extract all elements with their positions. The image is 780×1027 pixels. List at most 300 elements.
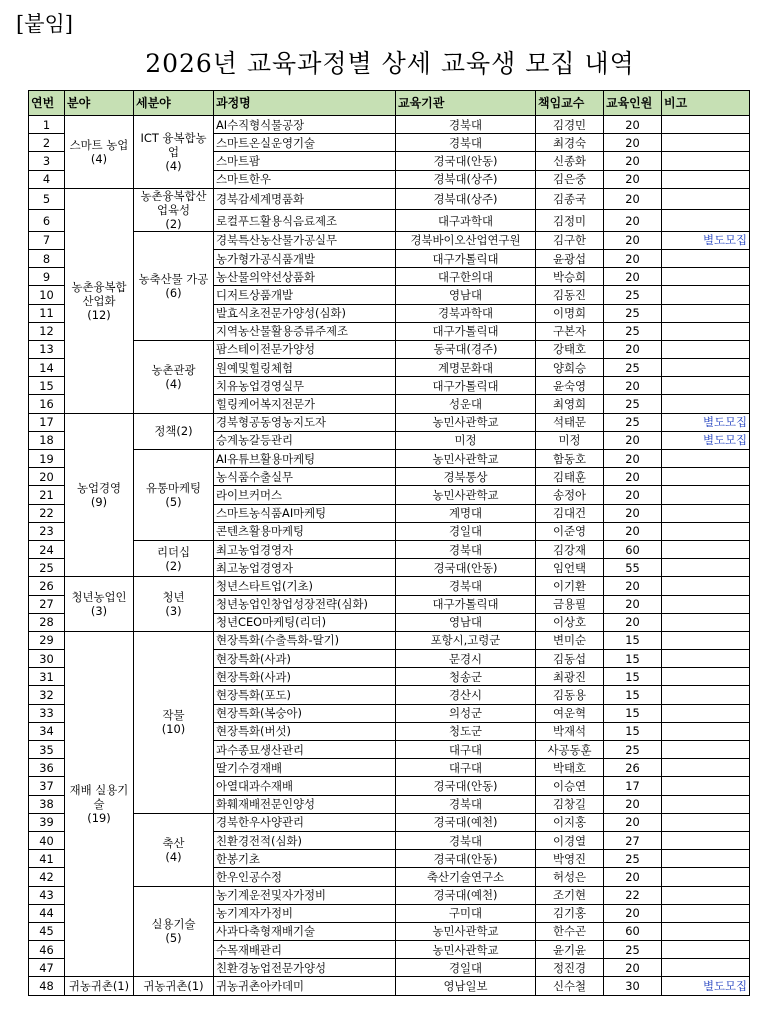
- subfield-cell: [134, 577, 214, 632]
- field-cell-count: (19): [87, 811, 111, 826]
- headcount: 15: [604, 686, 662, 704]
- course-name: 경북특산농산물가공실무: [214, 231, 396, 249]
- institution: 경국대(안동): [396, 152, 536, 170]
- course-name: 디저트상품개발: [214, 286, 396, 304]
- headcount: 20: [604, 134, 662, 152]
- headcount: 20: [604, 116, 662, 134]
- note: [662, 450, 750, 468]
- subfield-cell: [134, 413, 214, 449]
- headcount: 25: [604, 322, 662, 340]
- note: [662, 922, 750, 940]
- course-name: 현장특화(수출특화-딸기): [214, 631, 396, 649]
- subfield-cell-name: 귀농귀촌(1): [143, 979, 204, 994]
- note: [662, 540, 750, 558]
- headcount: 20: [604, 577, 662, 595]
- row-number: 43: [29, 886, 65, 904]
- headcount: 22: [604, 886, 662, 904]
- professor: 미정: [536, 431, 604, 449]
- note: [662, 850, 750, 868]
- row-number: 9: [29, 268, 65, 286]
- course-name: AI수직형식물공장: [214, 116, 396, 134]
- headcount: 20: [604, 959, 662, 977]
- headcount: 60: [604, 922, 662, 940]
- professor: 임언택: [536, 559, 604, 577]
- subfield-cell-name: 청년: [162, 590, 185, 605]
- course-name: 한봉기초: [214, 850, 396, 868]
- course-name: 청년농업인창업성장전략(심화): [214, 595, 396, 613]
- headcount: 15: [604, 704, 662, 722]
- header-cell: 분야: [65, 91, 134, 116]
- row-number: 4: [29, 170, 65, 188]
- course-name: 귀농귀촌아카데미: [214, 977, 396, 995]
- institution: 대구대: [396, 741, 536, 759]
- course-name: 스마트온실운영기술: [214, 134, 396, 152]
- course-name: 현장특화(사과): [214, 650, 396, 668]
- headcount: 20: [604, 268, 662, 286]
- professor: 금용필: [536, 595, 604, 613]
- institution: 경일대: [396, 522, 536, 540]
- note: 별도모집: [662, 413, 750, 431]
- subfield-cell-name: 정책(2): [154, 424, 193, 439]
- headcount: 20: [604, 377, 662, 395]
- note: [662, 395, 750, 413]
- table-row: [29, 631, 750, 649]
- note: [662, 504, 750, 522]
- professor: 김동용: [536, 686, 604, 704]
- headcount: 20: [604, 450, 662, 468]
- headcount: 55: [604, 559, 662, 577]
- field-cell-name: 귀농귀촌(1): [68, 979, 130, 994]
- row-number: 15: [29, 377, 65, 395]
- professor: 김종국: [536, 188, 604, 210]
- header-cell: 세분야: [134, 91, 214, 116]
- professor: 이승연: [536, 777, 604, 795]
- header-cell: 교육인원: [604, 91, 662, 116]
- institution: 영남대: [396, 286, 536, 304]
- headcount: 15: [604, 631, 662, 649]
- professor: 신수철: [536, 977, 604, 995]
- course-name: 친환경전적(심화): [214, 831, 396, 849]
- subfield-cell-count: (2): [165, 216, 182, 231]
- subfield-cell: [134, 116, 214, 189]
- note: [662, 152, 750, 170]
- professor: 이기환: [536, 577, 604, 595]
- row-number: 17: [29, 413, 65, 431]
- row-number: 35: [29, 741, 65, 759]
- course-name: 농산물의약선상품화: [214, 268, 396, 286]
- course-name: 지역농산물활용증류주제조: [214, 322, 396, 340]
- field-cell-name: 농업경영: [76, 480, 121, 495]
- professor: 한수곤: [536, 922, 604, 940]
- note: [662, 704, 750, 722]
- subfield-cell-name: 축산: [162, 835, 185, 850]
- professor: 허성은: [536, 868, 604, 886]
- row-number: 48: [29, 977, 65, 995]
- professor: 구본자: [536, 322, 604, 340]
- note: [662, 359, 750, 377]
- professor: 이준영: [536, 522, 604, 540]
- row-number: 33: [29, 704, 65, 722]
- professor: 이상호: [536, 613, 604, 631]
- row-number: 30: [29, 650, 65, 668]
- subfield-cell-count: (2): [165, 558, 182, 573]
- header-cell: 교육기관: [396, 91, 536, 116]
- course-name: 발효식초전문가양성(심화): [214, 304, 396, 322]
- page-title: 2026년 교육과정별 상세 교육생 모집 내역: [145, 49, 635, 78]
- headcount: 15: [604, 668, 662, 686]
- professor: 사공동훈: [536, 741, 604, 759]
- course-name: 화훼재배전문인양성: [214, 795, 396, 813]
- note: [662, 559, 750, 577]
- field-cell: [65, 413, 134, 577]
- institution: 의성군: [396, 704, 536, 722]
- course-name: 아열대과수재배: [214, 777, 396, 795]
- institution: 대구대: [396, 759, 536, 777]
- row-number: 38: [29, 795, 65, 813]
- course-name: 치유농업경영실무: [214, 377, 396, 395]
- row-number: 40: [29, 831, 65, 849]
- headcount: 25: [604, 395, 662, 413]
- header-cell: 비고: [662, 91, 750, 116]
- headcount: 25: [604, 850, 662, 868]
- course-name: 농식품수출실무: [214, 468, 396, 486]
- course-name: 최고농업경영자: [214, 540, 396, 558]
- course-name: 농기계운전및자가정비: [214, 886, 396, 904]
- row-number: 32: [29, 686, 65, 704]
- note: [662, 904, 750, 922]
- professor: 이명희: [536, 304, 604, 322]
- note: [662, 759, 750, 777]
- institution: 경북대: [396, 116, 536, 134]
- note: [662, 959, 750, 977]
- row-number: 23: [29, 522, 65, 540]
- course-name: 현장특화(포도): [214, 686, 396, 704]
- course-name: 딸기수경재배: [214, 759, 396, 777]
- table-header-row: [29, 91, 750, 116]
- note: 별도모집: [662, 431, 750, 449]
- subfield-cell-name: 작물: [162, 708, 185, 723]
- professor: 정진경: [536, 959, 604, 977]
- course-name: 팜스테이전문가양성: [214, 340, 396, 358]
- row-number: 26: [29, 577, 65, 595]
- recruitment-table: [28, 90, 750, 996]
- institution: 미정: [396, 431, 536, 449]
- institution: 경국대(예천): [396, 813, 536, 831]
- institution: 경북대(상주): [396, 188, 536, 210]
- institution: 영남일보: [396, 977, 536, 995]
- headcount: 20: [604, 170, 662, 188]
- row-number: 37: [29, 777, 65, 795]
- row-number: 47: [29, 959, 65, 977]
- note: [662, 886, 750, 904]
- headcount: 15: [604, 722, 662, 740]
- course-name: 청년스타트업(기초): [214, 577, 396, 595]
- professor: 이지홍: [536, 813, 604, 831]
- headcount: 20: [604, 504, 662, 522]
- professor: 박재석: [536, 722, 604, 740]
- institution: 청송군: [396, 668, 536, 686]
- institution: 경북통상: [396, 468, 536, 486]
- row-number: 41: [29, 850, 65, 868]
- professor: 김강재: [536, 540, 604, 558]
- row-number: 24: [29, 540, 65, 558]
- course-name: 한우인공수정: [214, 868, 396, 886]
- institution: 농민사관학교: [396, 450, 536, 468]
- note: [662, 522, 750, 540]
- note: [662, 650, 750, 668]
- headcount: 20: [604, 795, 662, 813]
- professor: 최경숙: [536, 134, 604, 152]
- headcount: 20: [604, 904, 662, 922]
- institution: 계명문화대: [396, 359, 536, 377]
- professor: 김정미: [536, 210, 604, 232]
- professor: 김동진: [536, 286, 604, 304]
- headcount: 20: [604, 431, 662, 449]
- institution: 대구가톨릭대: [396, 595, 536, 613]
- professor: 김태훈: [536, 468, 604, 486]
- subfield-cell-count: (3): [165, 604, 182, 619]
- course-name: 현장특화(사과): [214, 668, 396, 686]
- institution: 경국대(예천): [396, 886, 536, 904]
- course-name: 승계농갈등관리: [214, 431, 396, 449]
- professor: 강태호: [536, 340, 604, 358]
- institution: 경북대: [396, 831, 536, 849]
- subfield-cell-count: (10): [161, 722, 186, 737]
- subfield-cell: [134, 340, 214, 413]
- course-name: 로컬푸드활용식음료제조: [214, 210, 396, 232]
- course-name: 과수종묘생산관리: [214, 741, 396, 759]
- course-name: 친환경농업전문가양성: [214, 959, 396, 977]
- institution: 포항시,고령군: [396, 631, 536, 649]
- row-number: 28: [29, 613, 65, 631]
- professor: 윤기윤: [536, 941, 604, 959]
- professor: 김경민: [536, 116, 604, 134]
- institution: 경산시: [396, 686, 536, 704]
- note: [662, 268, 750, 286]
- institution: 대구과학대: [396, 210, 536, 232]
- institution: 축산기술연구소: [396, 868, 536, 886]
- table-row: [29, 188, 750, 210]
- table-row: [29, 340, 750, 358]
- headcount: 27: [604, 831, 662, 849]
- note: [662, 631, 750, 649]
- table-row: [29, 577, 750, 595]
- field-cell-count: (3): [90, 604, 108, 619]
- row-number: 7: [29, 231, 65, 249]
- institution: 농민사관학교: [396, 486, 536, 504]
- institution: 성운대: [396, 395, 536, 413]
- institution: 계명대: [396, 504, 536, 522]
- headcount: 25: [604, 304, 662, 322]
- headcount: 20: [604, 188, 662, 210]
- note: [662, 188, 750, 210]
- row-number: 19: [29, 450, 65, 468]
- institution: 동국대(경주): [396, 340, 536, 358]
- note: [662, 595, 750, 613]
- professor: 신종화: [536, 152, 604, 170]
- institution: 경북대: [396, 134, 536, 152]
- header-cell: 과정명: [214, 91, 396, 116]
- note: [662, 377, 750, 395]
- subfield-cell-count: (5): [165, 931, 182, 946]
- headcount: 20: [604, 210, 662, 232]
- row-number: 16: [29, 395, 65, 413]
- institution: 대구가톨릭대: [396, 377, 536, 395]
- course-name: 현장특화(복숭아): [214, 704, 396, 722]
- institution: 경북바이오산업연구원: [396, 231, 536, 249]
- professor: 최광진: [536, 668, 604, 686]
- note: [662, 686, 750, 704]
- course-name: 스마트농식품AI마케팅: [214, 504, 396, 522]
- row-number: 2: [29, 134, 65, 152]
- note: [662, 868, 750, 886]
- professor: 여운혁: [536, 704, 604, 722]
- course-name: 경북감세계명품화: [214, 188, 396, 210]
- institution: 경북과학대: [396, 304, 536, 322]
- attachment-label: [붙임]: [16, 12, 73, 36]
- headcount: 20: [604, 868, 662, 886]
- institution: 경북대: [396, 795, 536, 813]
- row-number: 3: [29, 152, 65, 170]
- headcount: 25: [604, 359, 662, 377]
- subfield-cell-name: ICT 융복합농업: [140, 130, 207, 159]
- professor: 박영진: [536, 850, 604, 868]
- row-number: 29: [29, 631, 65, 649]
- course-name: 농기계자가정비: [214, 904, 396, 922]
- subfield-cell: [134, 450, 214, 541]
- institution: 농민사관학교: [396, 413, 536, 431]
- field-cell: [65, 116, 134, 189]
- row-number: 14: [29, 359, 65, 377]
- note: [662, 577, 750, 595]
- headcount: 25: [604, 741, 662, 759]
- course-name: 경북형공동영농지도자: [214, 413, 396, 431]
- table-row: [29, 977, 750, 995]
- professor: 최영희: [536, 395, 604, 413]
- professor: 양희승: [536, 359, 604, 377]
- note: [662, 486, 750, 504]
- row-number: 45: [29, 922, 65, 940]
- course-name: 경북한우사양관리: [214, 813, 396, 831]
- institution: 경일대: [396, 959, 536, 977]
- headcount: 20: [604, 613, 662, 631]
- field-cell-count: (4): [90, 151, 108, 166]
- field-cell: [65, 577, 134, 632]
- subfield-cell-name: 리더십: [156, 544, 190, 559]
- table-row: [29, 450, 750, 468]
- note: [662, 134, 750, 152]
- note: [662, 116, 750, 134]
- institution: 문경시: [396, 650, 536, 668]
- row-number: 6: [29, 210, 65, 232]
- note: [662, 340, 750, 358]
- headcount: 20: [604, 595, 662, 613]
- subfield-cell: [134, 813, 214, 886]
- headcount: 20: [604, 486, 662, 504]
- headcount: 20: [604, 522, 662, 540]
- headcount: 60: [604, 540, 662, 558]
- row-number: 27: [29, 595, 65, 613]
- headcount: 25: [604, 413, 662, 431]
- subfield-cell-name: 농촌융복합산업육성: [140, 188, 207, 217]
- note: [662, 304, 750, 322]
- professor: 김동섭: [536, 650, 604, 668]
- institution: 경북대: [396, 577, 536, 595]
- row-number: 1: [29, 116, 65, 134]
- subfield-cell: [134, 977, 214, 995]
- course-name: 힐링케어복지전문가: [214, 395, 396, 413]
- table-row: [29, 813, 750, 831]
- row-number: 34: [29, 722, 65, 740]
- course-name: 콘텐츠활용마케팅: [214, 522, 396, 540]
- course-name: 라이브커머스: [214, 486, 396, 504]
- subfield-cell: [134, 886, 214, 977]
- professor: 석태문: [536, 413, 604, 431]
- subfield-cell-name: 유통마케팅: [145, 480, 202, 495]
- table-row: [29, 886, 750, 904]
- professor: 함동호: [536, 450, 604, 468]
- note: [662, 941, 750, 959]
- subfield-cell-count: (4): [165, 158, 182, 173]
- subfield-cell: [134, 188, 214, 231]
- note: 별도모집: [662, 977, 750, 995]
- course-name: AI유튜브활용마케팅: [214, 450, 396, 468]
- professor: 박승희: [536, 268, 604, 286]
- subfield-cell-count: (5): [165, 494, 182, 509]
- institution: 농민사관학교: [396, 941, 536, 959]
- headcount: 25: [604, 286, 662, 304]
- note: [662, 813, 750, 831]
- headcount: 20: [604, 813, 662, 831]
- note: [662, 831, 750, 849]
- course-name: 스마트한우: [214, 170, 396, 188]
- headcount: 20: [604, 152, 662, 170]
- field-cell-name: 재배 실용기술: [69, 783, 129, 812]
- institution: 대구한의대: [396, 268, 536, 286]
- row-number: 42: [29, 868, 65, 886]
- row-number: 25: [29, 559, 65, 577]
- field-cell: [65, 188, 134, 413]
- note: 별도모집: [662, 231, 750, 249]
- headcount: 20: [604, 340, 662, 358]
- institution: 청도군: [396, 722, 536, 740]
- institution: 경국대(안동): [396, 850, 536, 868]
- institution: 경북대(상주): [396, 170, 536, 188]
- row-number: 12: [29, 322, 65, 340]
- field-cell: [65, 631, 134, 977]
- professor: 김은중: [536, 170, 604, 188]
- field-cell-name: 스마트 농업: [69, 137, 129, 152]
- subfield-cell-count: (4): [165, 376, 182, 391]
- field-cell-name: 청년농업인: [71, 590, 127, 605]
- headcount: 20: [604, 468, 662, 486]
- institution: 구미대: [396, 904, 536, 922]
- table-body: [29, 116, 750, 996]
- note: [662, 210, 750, 232]
- professor: 박태호: [536, 759, 604, 777]
- course-name: 원예및힐링체험: [214, 359, 396, 377]
- note: [662, 286, 750, 304]
- institution: 대구가톨릭대: [396, 249, 536, 267]
- row-number: 44: [29, 904, 65, 922]
- row-number: 39: [29, 813, 65, 831]
- institution: 경국대(안동): [396, 559, 536, 577]
- professor: 김창길: [536, 795, 604, 813]
- row-number: 46: [29, 941, 65, 959]
- row-number: 20: [29, 468, 65, 486]
- course-name: 최고농업경영자: [214, 559, 396, 577]
- note: [662, 795, 750, 813]
